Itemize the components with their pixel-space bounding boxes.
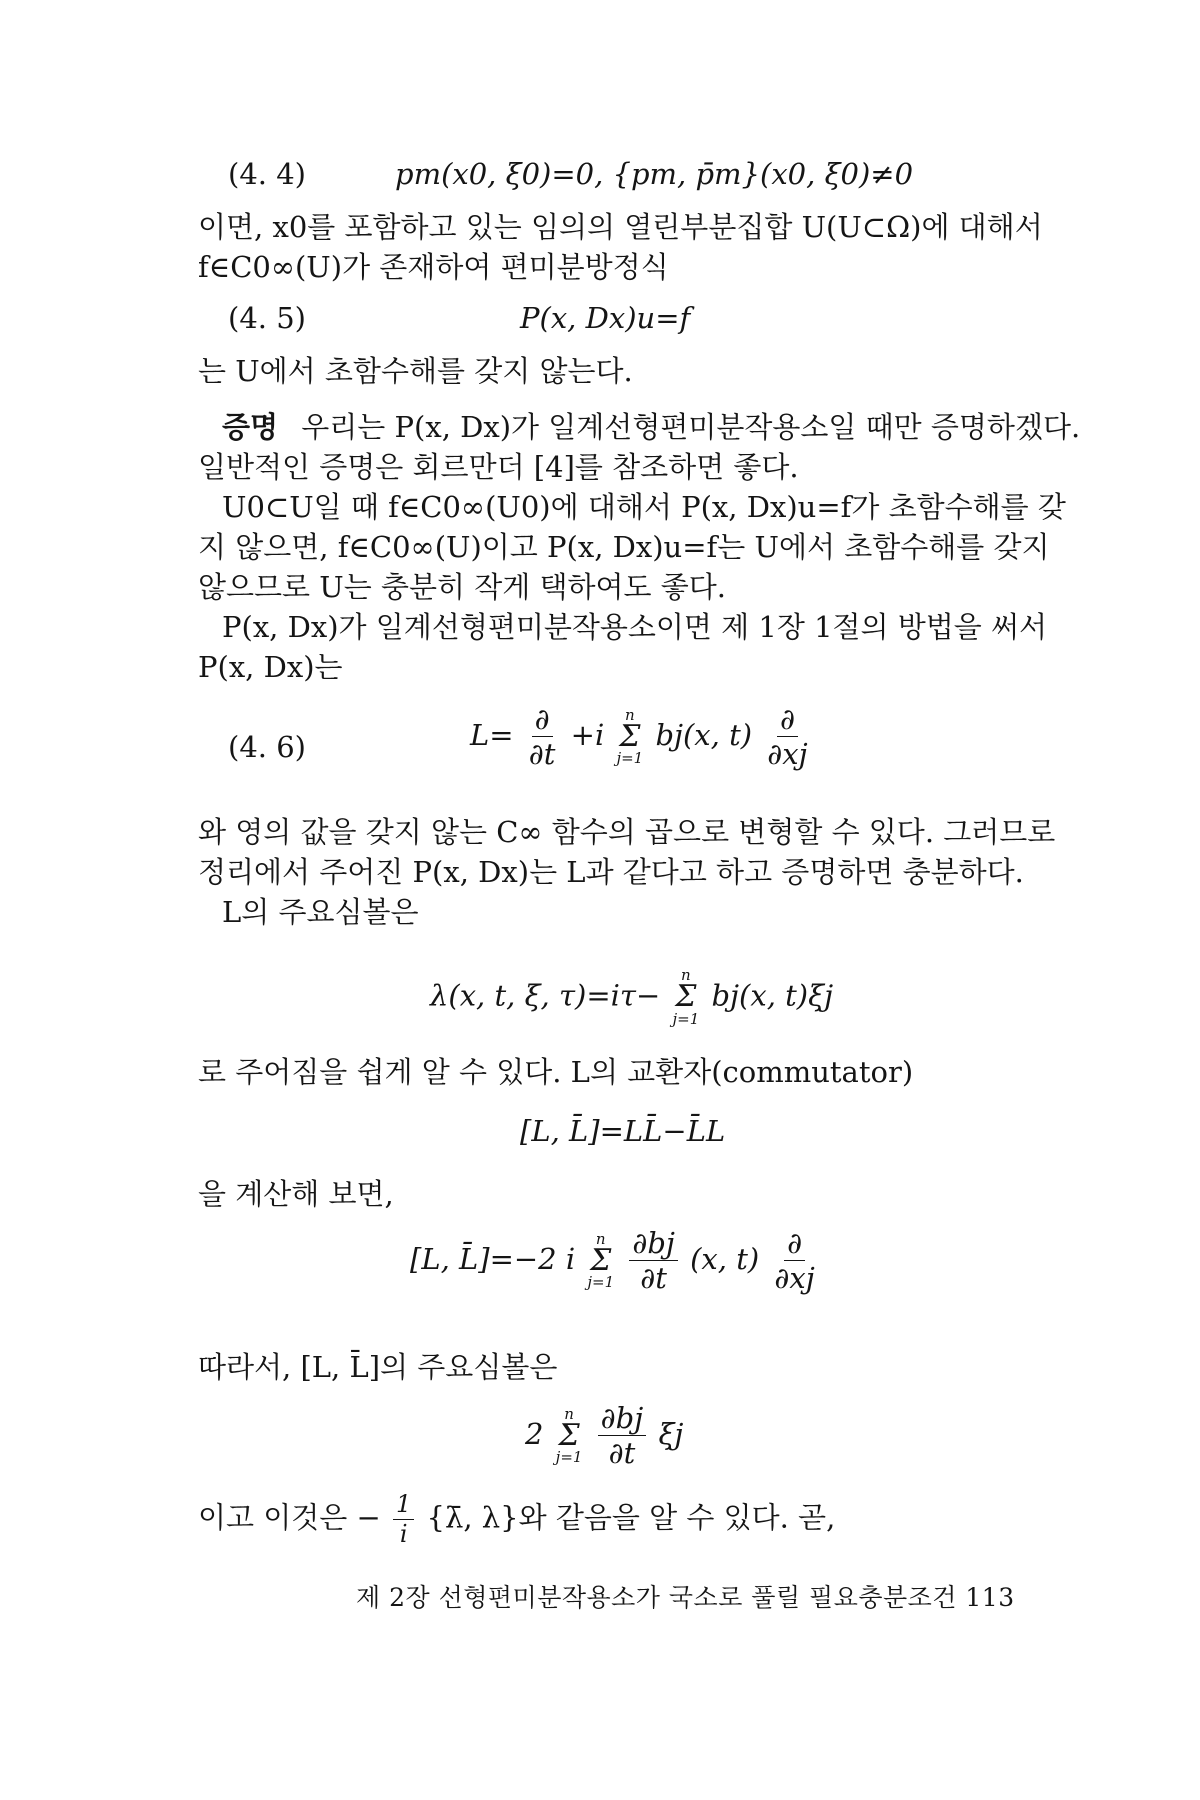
sum-upper-limit: n (625, 705, 635, 724)
sum-lower-limit: j=1 (616, 749, 644, 768)
paragraph-line: 지 않으면, f∈C0∞(U)이고 P(x, Dx)u=f는 U에서 초함수해를 갖지 (198, 530, 1050, 564)
eq-coefficient: 2 (525, 1416, 544, 1451)
fraction-denominator: ∂t (640, 1261, 667, 1296)
equation-principal-symbol (430, 968, 833, 1027)
fraction-d-dt (526, 704, 559, 770)
equation-4-6 (470, 704, 814, 770)
paragraph-line: P(x, Dx)는 (198, 650, 343, 684)
proof-first-line (222, 410, 1081, 444)
text-post: {λ̄, λ}와 같음을 알 수 있다. 곧, (426, 1500, 836, 1535)
proof-label: 증명 (222, 410, 279, 444)
eq-middle: (x, t) (690, 1241, 760, 1276)
eq-tail: ξj (658, 1416, 684, 1451)
equation-number-4-6: (4. 6) (228, 730, 306, 764)
paragraph-line: P(x, Dx)가 일계선형편미분작용소이면 제 1장 1절의 방법을 써서 (222, 610, 1048, 644)
paragraph-line: 정리에서 주어진 P(x, Dx)는 L과 같다고 하고 증명하면 충분하다. (198, 855, 1024, 889)
summation (616, 705, 644, 768)
fraction-d-dxj (771, 1228, 817, 1294)
paragraph-line: 로 주어짐을 쉽게 알 수 있다. L의 교환자(commutator) (198, 1055, 914, 1089)
fraction-numerator: ∂bj (629, 1228, 678, 1261)
equation-4-5: P(x, Dx)u=f (520, 301, 691, 335)
fraction-dbj-dt (629, 1228, 678, 1294)
fraction-numerator: ∂ (532, 704, 553, 737)
equation-commutator-symbol (525, 1403, 683, 1469)
proof-text: 우리는 P(x, Dx)가 일계선형편미분작용소일 때만 증명하겠다. (301, 410, 1081, 444)
equation-4-4: pm(x0, ξ0)=0, {pm, p̄m}(x0, ξ0)≠0 (395, 157, 914, 191)
paragraph-line: L의 주요심볼은 (222, 895, 419, 929)
sum-upper-limit: n (564, 1404, 574, 1423)
equation-commutator: [L, L̄]=LL̄−L̄L (520, 1114, 726, 1148)
fraction-denominator: ∂t (608, 1436, 636, 1471)
sum-upper-limit: n (595, 1229, 606, 1248)
paragraph-line: 일반적인 증명은 회르만더 [4]를 참조하면 좋다. (198, 450, 799, 484)
fraction-dbj-dt (598, 1403, 647, 1469)
fraction-numerator: 1 (393, 1492, 414, 1520)
paragraph-line: 않으므로 U는 충분히 작게 택하여도 좋다. (198, 570, 726, 604)
equation-number-4-5: (4. 5) (228, 301, 306, 335)
fraction-denominator: ∂t (528, 737, 556, 772)
fraction-one-over-i (393, 1492, 414, 1547)
equation-number-4-4: (4. 4) (228, 157, 306, 191)
eq-lhs: λ(x, t, ξ, τ)=iτ− (430, 978, 661, 1013)
paragraph-line: 따라서, [L, L̄]의 주요심볼은 (198, 1350, 558, 1384)
summation (555, 1404, 583, 1467)
sigma-symbol: Σ (675, 979, 697, 1014)
sigma-symbol: Σ (590, 1242, 612, 1278)
eq-term: bj(x, t) (655, 717, 753, 752)
fraction-d-dxj (764, 704, 810, 770)
sum-lower-limit: j=1 (587, 1273, 615, 1292)
fraction-denominator: ∂xj (767, 737, 808, 772)
eq-lhs: [L, L̄]=−2 i (410, 1241, 576, 1276)
paragraph-line: 이면, x0를 포함하고 있는 임의의 열린부분집합 U(U⊂Ω)에 대해서 (198, 210, 1043, 244)
fraction-denominator: ∂xj (774, 1261, 815, 1296)
sum-upper-limit: n (681, 966, 691, 984)
fraction-denominator: i (399, 1520, 408, 1549)
eq-term: bj(x, t)ξj (711, 978, 834, 1013)
paragraph-line (198, 1492, 1038, 1547)
paragraph-line: U0⊂U일 때 f∈C0∞(U0)에 대해서 P(x, Dx)u=f가 초함수해를 갖 (222, 490, 1066, 524)
fraction-numerator: ∂ (784, 1228, 805, 1261)
paragraph-line: f∈C0∞(U)가 존재하여 편미분방정식 (198, 250, 669, 284)
fraction-numerator: ∂bj (598, 1403, 647, 1436)
sigma-symbol: Σ (619, 718, 641, 754)
paragraph-line: 는 U에서 초함수해를 갖지 않는다. (198, 354, 633, 388)
sum-lower-limit: j=1 (672, 1009, 700, 1028)
running-footer: 제 2장 선형편미분작용소가 국소로 풀릴 필요충분조건 113 (356, 1583, 1015, 1612)
summation (587, 1229, 615, 1292)
paragraph-line: 와 영의 값을 갖지 않는 C∞ 함수의 곱으로 변형할 수 있다. 그러므로 (198, 815, 1056, 849)
eq-plus-i: +i (570, 717, 605, 752)
paragraph-line: 을 계산해 보면, (198, 1177, 394, 1211)
summation (672, 968, 699, 1027)
sum-lower-limit: j=1 (555, 1448, 583, 1467)
text-pre: 이고 이것은 − (198, 1500, 381, 1535)
fraction-numerator: ∂ (777, 704, 798, 737)
sigma-symbol: Σ (558, 1417, 580, 1453)
equation-commutator-computed (410, 1228, 821, 1294)
eq-lhs: L= (470, 717, 514, 752)
